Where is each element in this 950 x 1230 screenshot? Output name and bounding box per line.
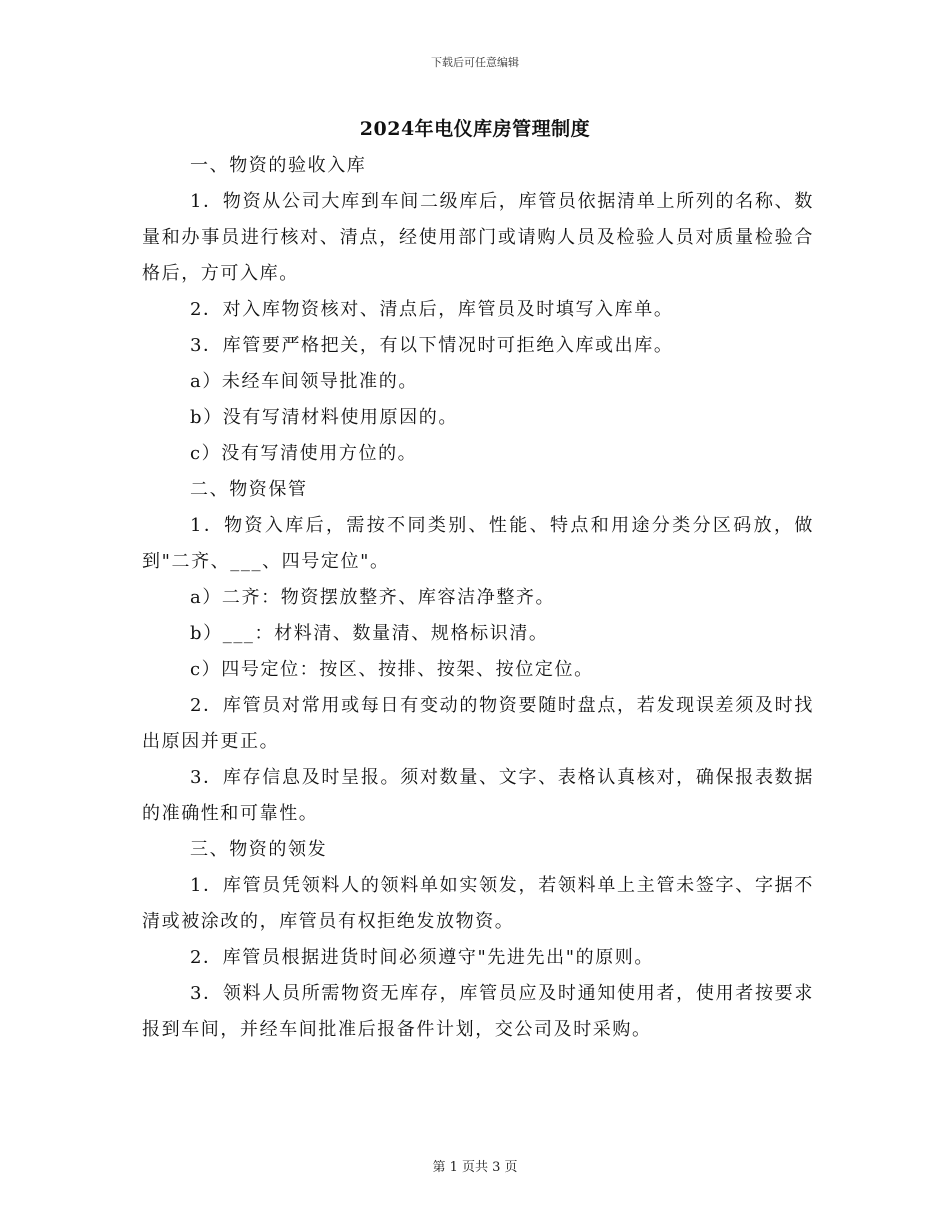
list-item: a）二齐：物资摆放整齐、库容洁净整齐。: [190, 587, 556, 608]
list-item: c）四号定位：按区、按排、按架、按位定位。: [190, 659, 594, 680]
section-heading-3: 三、物资的领发: [190, 839, 328, 860]
page-number: 第 1 页共 3 页: [432, 1160, 518, 1175]
section-heading-2: 二、物资保管: [190, 479, 308, 500]
list-item: a）未经车间领导批准的。: [190, 371, 418, 392]
list-item: b）___：材料清、数量清、规格标识清。: [190, 623, 549, 644]
paragraph: 3．库管要严格把关，有以下情况时可拒绝入库或出库。: [190, 335, 674, 356]
paragraph: 2．对入库物资核对、清点后，库管员及时填写入库单。: [190, 299, 674, 320]
header-note: 下载后可任意编辑: [431, 56, 519, 69]
list-item: b）没有写清材料使用原因的。: [190, 407, 458, 428]
paragraph: 1．物资从公司大库到车间二级库后，库管员依据清单上所列的名称、数量和办事员进行核对、清点，经使用部门或请购人员及检验人员对质量检验合格后，方可入库。: [142, 191, 814, 284]
section-heading-1: 一、物资的验收入库: [190, 155, 367, 176]
document-title: 2024年电仪库房管理制度: [359, 118, 591, 140]
paragraph: 3．领料人员所需物资无库存，库管员应及时通知使用者，使用者按要求报到车间，并经车间批准后报备件计划，交公司及时采购。: [142, 983, 814, 1040]
paragraph: 2．库管员根据进货时间必须遵守"先进先出"的原则。: [190, 947, 655, 968]
paragraph: 2．库管员对常用或每日有变动的物资要随时盘点，若发现误差须及时找出原因并更正。: [142, 695, 814, 752]
list-item: c）没有写清使用方位的。: [190, 443, 418, 464]
paragraph: 1．库管员凭领料人的领料单如实领发，若领料单上主管未签字、字据不清或被涂改的，库管员有权拒绝发放物资。: [142, 875, 814, 932]
document-body: [142, 148, 814, 1048]
paragraph: 3．库存信息及时呈报。须对数量、文字、表格认真核对，确保报表数据的准确性和可靠性。: [142, 767, 814, 824]
paragraph: 1．物资入库后，需按不同类别、性能、特点和用途分类分区码放，做到"二齐、___、四号定位"。: [142, 515, 814, 572]
